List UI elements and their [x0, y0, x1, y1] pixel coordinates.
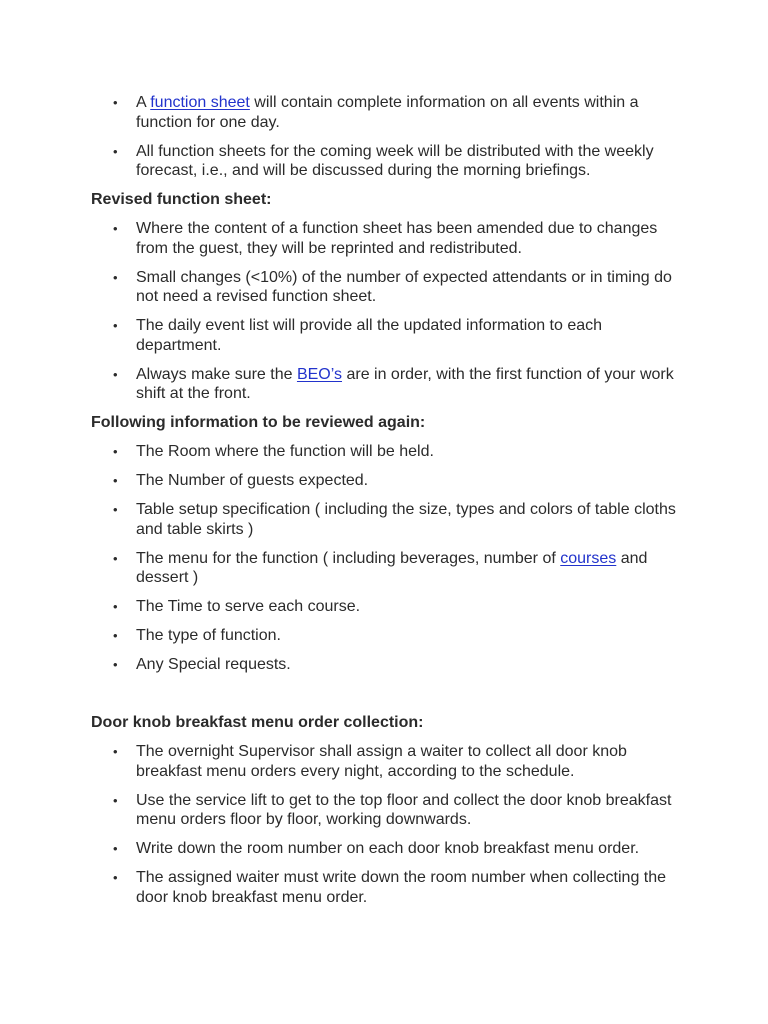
- item-text: The Room where the function will be held.: [136, 443, 434, 460]
- list-item: [91, 626, 678, 646]
- list-item: [91, 868, 678, 907]
- item-text: The type of function.: [136, 627, 281, 644]
- list-item: [91, 597, 678, 617]
- function-sheet-link[interactable]: function sheet: [150, 94, 250, 111]
- bullet: •: [113, 502, 118, 517]
- bullet: •: [113, 95, 118, 110]
- item-text: Always make sure the: [136, 365, 297, 383]
- list-item: [91, 268, 678, 307]
- item-text: Table setup specification ( including the size, types and colors of table cloths and table skirts ): [136, 501, 676, 538]
- intro-list: [91, 93, 678, 181]
- item-text: The daily event list will provide all the updated information to each department.: [136, 317, 603, 354]
- list-item: [91, 93, 678, 132]
- bullet: •: [113, 221, 118, 236]
- bullet: •: [113, 473, 118, 488]
- bullet: •: [113, 599, 118, 614]
- item-text: Where the content of a function sheet has been amended due to changes from the guest, they will be reprinted and redistributed.: [136, 220, 658, 257]
- list-item: [91, 742, 678, 781]
- item-text: and dessert ): [136, 549, 648, 586]
- bullet: •: [113, 744, 118, 759]
- item-text: are in order, with the first function of your work shift at the front.: [136, 365, 674, 402]
- item-text: Use the service lift to get to the top floor and collect the door knob breakfast menu orders floor by floor, working downwards.: [136, 791, 672, 828]
- section-heading-revised: Revised function sheet:: [91, 191, 272, 208]
- bullet: •: [113, 628, 118, 643]
- item-text: The assigned waiter must write down the room number when collecting the door knob breakfast menu order.: [136, 869, 667, 906]
- bullet: •: [113, 444, 118, 459]
- list-item: [91, 791, 678, 830]
- list-item: [91, 549, 678, 588]
- item-text: All function sheets for the coming week will be distributed with the weekly forecast, i.e., and will be discussed during the morning briefings.: [136, 142, 654, 179]
- section-heading-door-knob: Door knob breakfast menu order collection:: [91, 714, 424, 731]
- bullet: •: [113, 143, 118, 159]
- list-item: [91, 471, 678, 491]
- list-item: [91, 500, 678, 539]
- bullet: •: [113, 550, 118, 566]
- list-item: [91, 839, 678, 859]
- bullet: •: [113, 870, 118, 885]
- list-item: [91, 316, 678, 355]
- list-item: [91, 219, 678, 258]
- item-text: The Number of guests expected.: [136, 472, 369, 489]
- item-text: The menu for the function ( including beverages, number of: [136, 549, 561, 567]
- bullet: •: [113, 841, 118, 856]
- bullet: •: [113, 269, 118, 285]
- section-spacer: [91, 684, 678, 713]
- item-text: Small changes (<10%) of the number of expected attendants or in timing do not need a revised function sheet.: [136, 268, 672, 305]
- list-item: [91, 365, 678, 404]
- item-text: Write down the room number on each door knob breakfast menu order.: [136, 840, 640, 857]
- item-text: Any Special requests.: [136, 656, 291, 673]
- courses-link[interactable]: courses: [560, 549, 617, 567]
- item-text: A: [136, 94, 151, 111]
- item-text: will contain complete information on all events within a function for one day.: [136, 94, 639, 131]
- bullet: •: [113, 318, 118, 333]
- review-list: [91, 442, 678, 675]
- list-item: [91, 442, 678, 462]
- list-item: [91, 142, 678, 181]
- beos-link[interactable]: BEO’s: [296, 365, 343, 383]
- door-knob-list: [91, 742, 678, 907]
- bullet: •: [113, 792, 118, 808]
- section-heading-review: Following information to be reviewed again:: [91, 414, 426, 431]
- bullet: •: [113, 657, 118, 672]
- bullet: •: [113, 366, 118, 382]
- list-item: [91, 655, 678, 675]
- item-text: The overnight Supervisor shall assign a waiter to collect all door knob breakfast menu orders every night, according to the schedule.: [136, 743, 627, 780]
- revised-list: [91, 219, 678, 404]
- item-text: The Time to serve each course.: [136, 598, 361, 615]
